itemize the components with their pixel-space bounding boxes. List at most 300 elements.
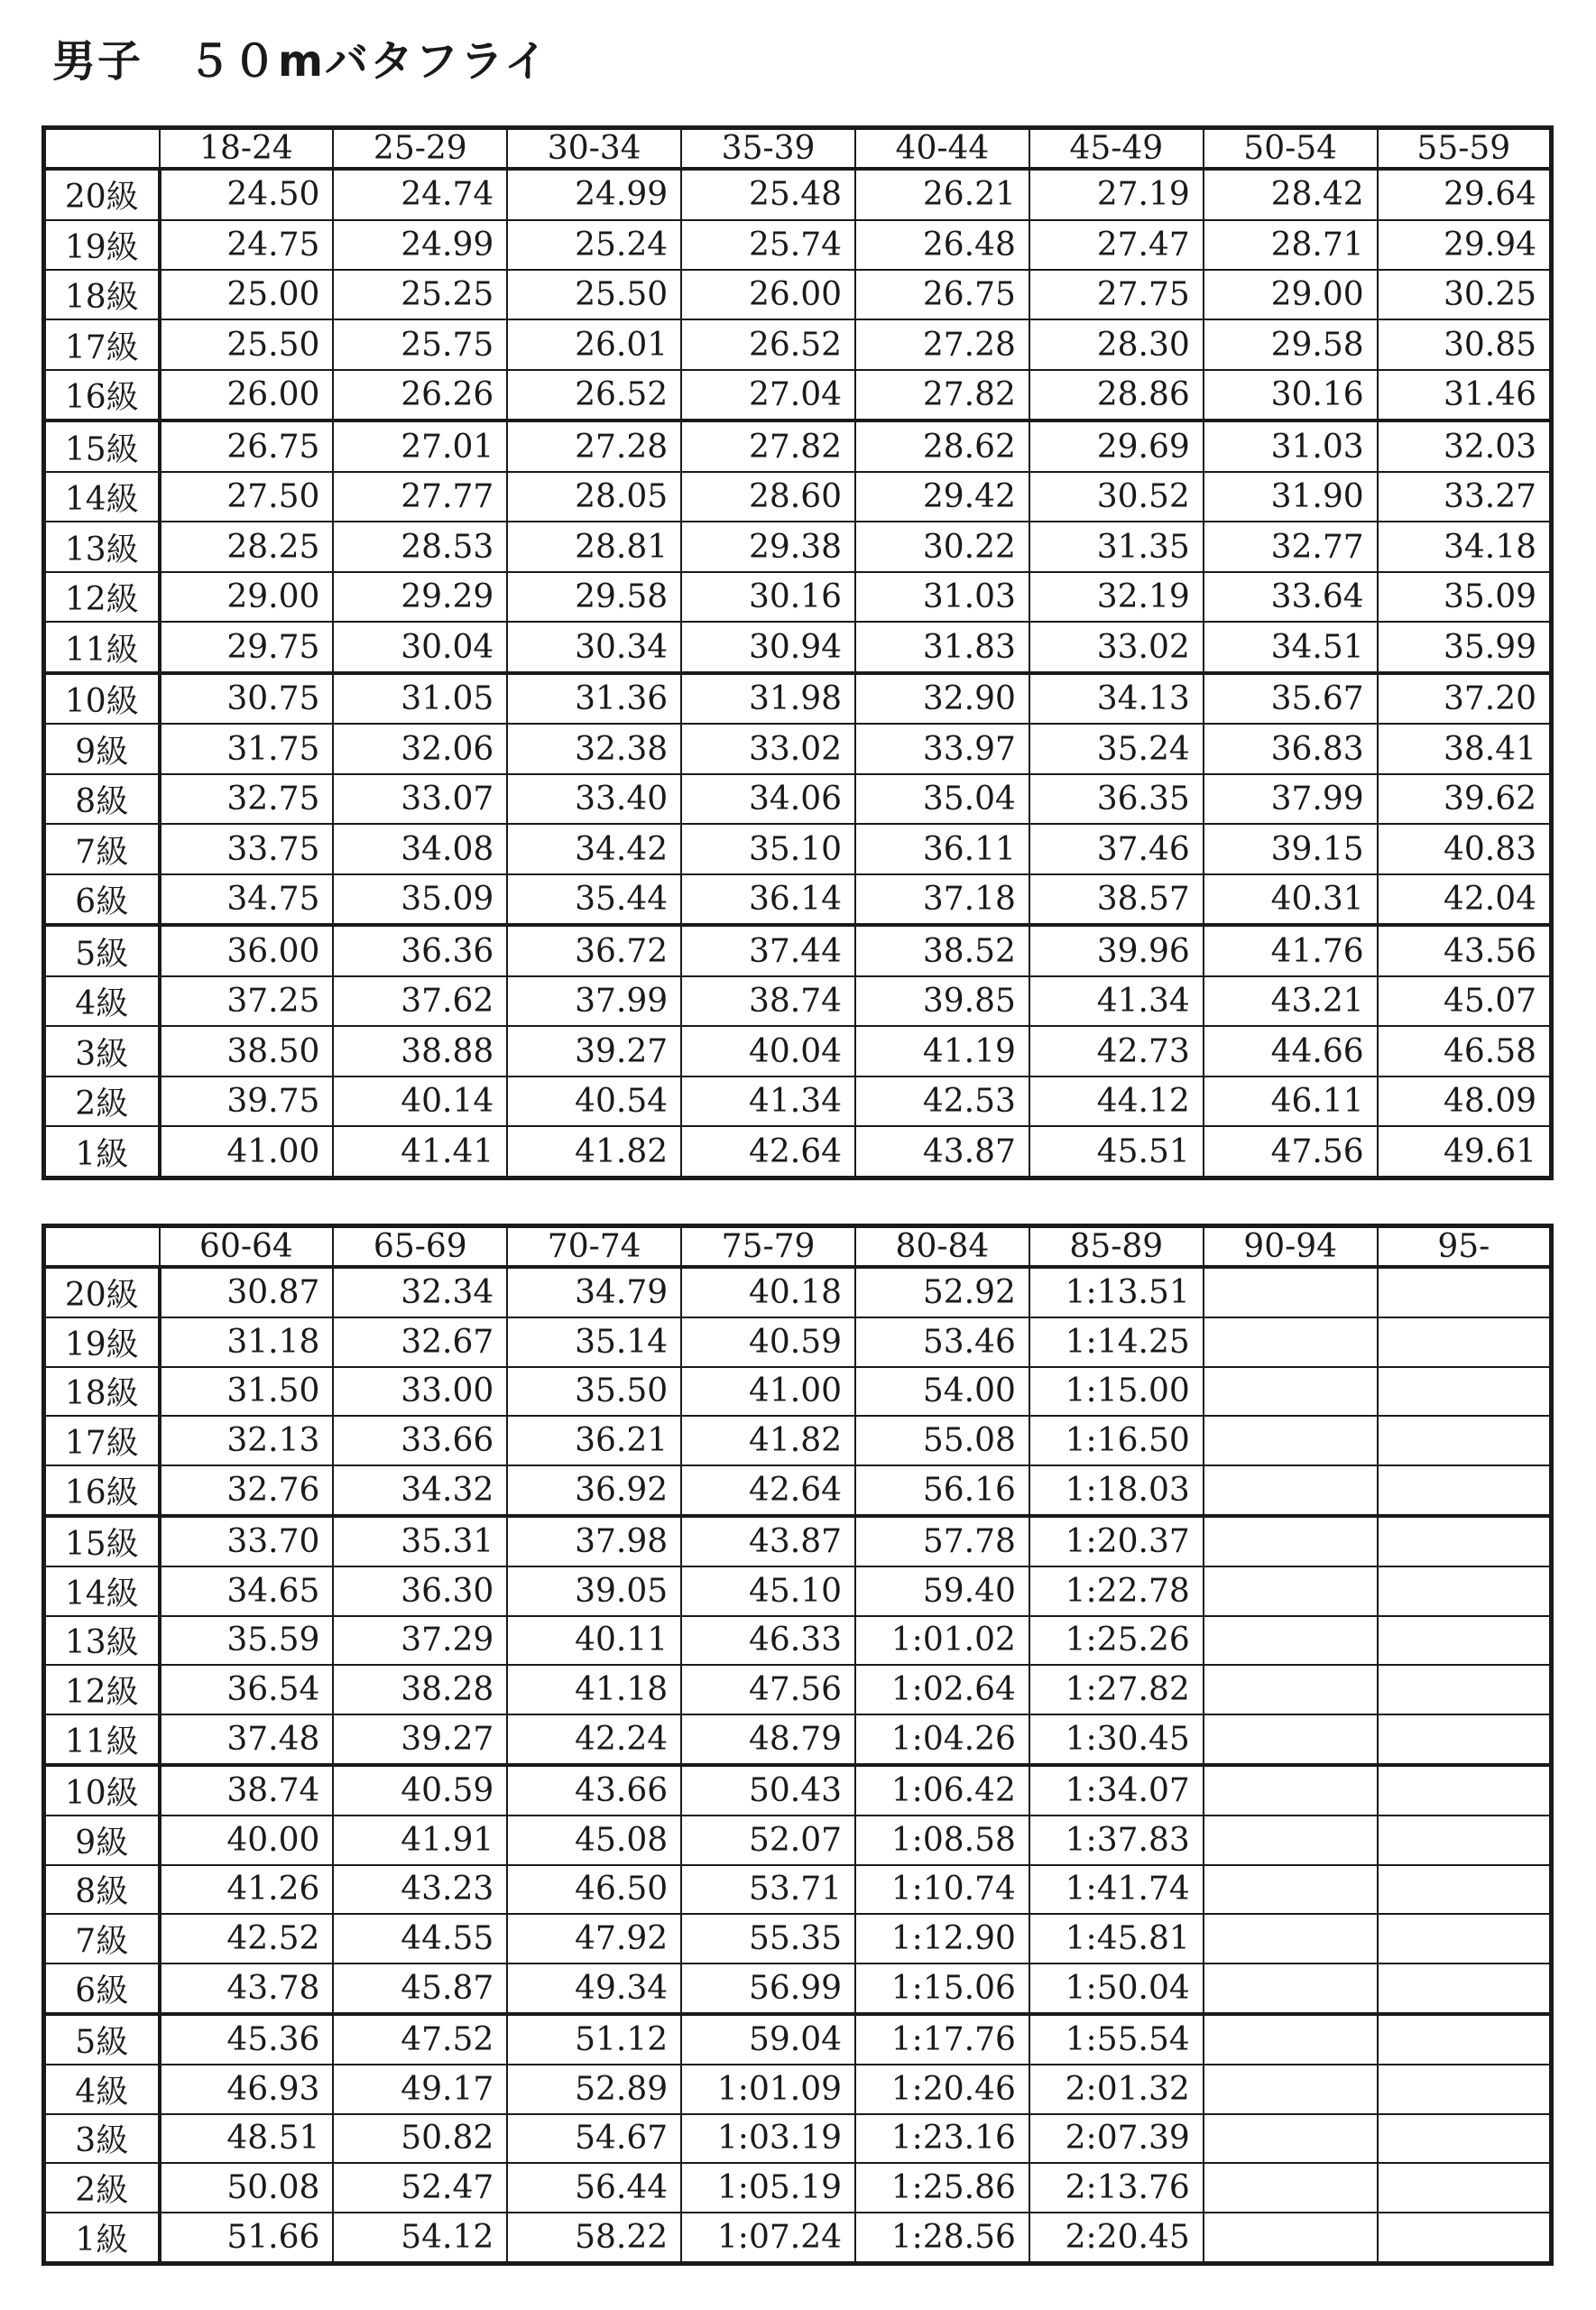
time-cell [1204,2213,1378,2263]
grade-label: 3級 [44,2114,160,2164]
time-cell: 1:18.03 [1029,1465,1204,1516]
time-cell: 40.14 [333,1076,507,1126]
grade-label: 4級 [44,2065,160,2114]
time-cell: 31.18 [160,1317,334,1367]
grade-row [44,1267,1552,1317]
time-cell [1378,2163,1552,2213]
time-cell: 33.40 [507,774,681,824]
time-cell: 33.00 [333,1367,507,1417]
grade-row [44,472,1552,522]
time-cell [1204,2014,1378,2065]
time-cell: 43.78 [160,1964,334,2014]
time-cell: 1:37.83 [1029,1816,1204,1865]
time-cell: 29.69 [1029,420,1204,472]
grade-row [44,1026,1552,1076]
grade-label: 14級 [44,1566,160,1616]
grade-row [44,874,1552,926]
grade-row [44,673,1552,725]
time-cell: 1:25.86 [855,2163,1029,2213]
time-cell: 32.76 [160,1465,334,1516]
grade-row [44,169,1552,220]
grade-row [44,2065,1552,2114]
time-cell: 50.82 [333,2114,507,2164]
time-cell: 38.57 [1029,874,1204,926]
time-cell: 26.75 [160,420,334,472]
time-cell: 28.30 [1029,319,1204,369]
time-cell: 36.92 [507,1465,681,1516]
grade-row [44,2213,1552,2263]
time-cell [1204,1765,1378,1816]
time-cell [1204,2114,1378,2164]
time-cell [1204,1317,1378,1367]
time-cell: 34.79 [507,1267,681,1317]
time-cell: 24.74 [333,169,507,220]
time-cell: 25.00 [160,270,334,319]
time-cell: 37.99 [507,976,681,1026]
time-cell: 24.99 [507,169,681,220]
time-cell: 56.99 [681,1964,855,2014]
time-cell: 31.98 [681,673,855,725]
time-cell: 52.47 [333,2163,507,2213]
grade-row [44,1865,1552,1915]
time-cell [1204,2163,1378,2213]
time-cell [1204,2065,1378,2114]
time-cell [1204,1816,1378,1865]
grade-row [44,1765,1552,1816]
time-cell: 30.16 [681,572,855,622]
time-cell: 46.11 [1204,1076,1378,1126]
time-cell: 43.21 [1204,976,1378,1026]
time-cell [1378,2065,1552,2114]
time-cell: 41.00 [160,1126,334,1178]
time-cell: 37.98 [507,1516,681,1566]
time-cell: 36.72 [507,925,681,976]
time-cell: 32.06 [333,724,507,773]
time-cell: 45.07 [1378,976,1552,1026]
time-cell [1378,1516,1552,1566]
time-cell: 26.21 [855,169,1029,220]
time-cell: 42.73 [1029,1026,1204,1076]
time-cell [1204,1714,1378,1765]
grade-row [44,622,1552,673]
time-cell: 1:41.74 [1029,1865,1204,1915]
grade-label: 8級 [44,1865,160,1915]
time-cell: 34.08 [333,824,507,873]
time-cell [1204,1465,1378,1516]
time-cell: 32.34 [333,1267,507,1317]
time-cell: 44.66 [1204,1026,1378,1076]
time-cell: 1:34.07 [1029,1765,1204,1816]
grade-row [44,1616,1552,1666]
time-cell: 41.34 [1029,976,1204,1026]
time-cell: 46.50 [507,1865,681,1915]
grade-row [44,270,1552,319]
time-cell [1204,1964,1378,2014]
time-cell: 52.92 [855,1267,1029,1317]
age-group-header: 45-49 [1029,128,1204,170]
grade-label: 18級 [44,270,160,319]
time-cell: 24.99 [333,220,507,270]
time-cell: 1:08.58 [855,1816,1029,1865]
time-cell: 36.54 [160,1665,334,1714]
header-row [44,1226,1552,1268]
time-cell: 29.58 [507,572,681,622]
time-cell [1378,1367,1552,1417]
grade-label: 17級 [44,319,160,369]
grade-row [44,2114,1552,2164]
time-cell: 35.10 [681,824,855,873]
grade-row [44,1367,1552,1417]
time-cell [1378,1566,1552,1616]
time-cell: 31.05 [333,673,507,725]
time-cell: 43.87 [855,1126,1029,1178]
time-cell: 50.43 [681,1765,855,1816]
time-cell: 27.75 [1029,270,1204,319]
time-cell: 30.94 [681,622,855,673]
time-cell [1378,1914,1552,1964]
time-cell: 37.99 [1204,774,1378,824]
time-cell: 56.44 [507,2163,681,2213]
grade-label: 17級 [44,1416,160,1465]
time-cell: 41.19 [855,1026,1029,1076]
age-group-header: 75-79 [681,1226,855,1268]
time-cell: 38.88 [333,1026,507,1076]
time-cell: 45.36 [160,2014,334,2065]
grade-row [44,724,1552,773]
age-group-header: 70-74 [507,1226,681,1268]
time-cell: 1:22.78 [1029,1566,1204,1616]
time-cell: 59.40 [855,1566,1029,1616]
time-cell: 35.04 [855,774,1029,824]
time-cell: 40.18 [681,1267,855,1317]
time-cell: 54.00 [855,1367,1029,1417]
age-group-header: 65-69 [333,1226,507,1268]
time-cell: 34.42 [507,824,681,873]
grade-row [44,572,1552,622]
time-cell: 30.34 [507,622,681,673]
time-cell: 46.58 [1378,1026,1552,1076]
grade-label: 20級 [44,1267,160,1317]
time-cell: 34.06 [681,774,855,824]
time-cell: 36.00 [160,925,334,976]
time-cell: 30.16 [1204,370,1378,421]
time-cell [1378,1665,1552,1714]
time-cell: 1:28.56 [855,2213,1029,2263]
age-group-header: 60-64 [160,1226,334,1268]
grade-row [44,1816,1552,1865]
grade-label: 18級 [44,1367,160,1417]
time-cell: 29.00 [160,572,334,622]
time-cell: 43.87 [681,1516,855,1566]
time-cell: 1:14.25 [1029,1317,1204,1367]
grade-row [44,774,1552,824]
time-cell: 25.25 [333,270,507,319]
time-cell: 25.50 [160,319,334,369]
time-cell [1378,1267,1552,1317]
grade-row [44,522,1552,571]
grade-label: 13級 [44,522,160,571]
time-cell: 41.00 [681,1367,855,1417]
time-cell: 35.59 [160,1616,334,1666]
time-cell: 29.64 [1378,169,1552,220]
time-cell: 44.12 [1029,1076,1204,1126]
time-cell: 39.27 [333,1714,507,1765]
time-cell: 40.00 [160,1816,334,1865]
grade-label: 2級 [44,1076,160,1126]
grade-label: 5級 [44,925,160,976]
time-cell: 49.61 [1378,1126,1552,1178]
time-cell: 26.26 [333,370,507,421]
time-cell: 28.60 [681,472,855,522]
time-cell: 28.42 [1204,169,1378,220]
time-cell: 30.04 [333,622,507,673]
time-cell: 39.62 [1378,774,1552,824]
grade-label: 11級 [44,1714,160,1765]
grade-row [44,1914,1552,1964]
time-cell: 41.41 [333,1126,507,1178]
time-cell: 35.14 [507,1317,681,1367]
time-cell: 29.58 [1204,319,1378,369]
age-group-header: 80-84 [855,1226,1029,1268]
time-cell: 47.56 [681,1665,855,1714]
time-cell: 1:04.26 [855,1714,1029,1765]
time-cell: 46.33 [681,1616,855,1666]
time-cell: 1:01.09 [681,2065,855,2114]
time-cell: 27.47 [1029,220,1204,270]
grade-row [44,1465,1552,1516]
time-cell: 27.19 [1029,169,1204,220]
time-cell: 25.50 [507,270,681,319]
time-cell: 30.87 [160,1267,334,1317]
age-group-header: 95- [1378,1226,1552,1268]
time-cell: 50.08 [160,2163,334,2213]
time-cell: 29.00 [1204,270,1378,319]
time-cell: 48.79 [681,1714,855,1765]
time-cell: 1:50.04 [1029,1964,1204,2014]
grade-row [44,2163,1552,2213]
grade-row [44,1566,1552,1616]
time-cell: 49.34 [507,1964,681,2014]
grade-label: 11級 [44,622,160,673]
time-cell: 35.09 [333,874,507,926]
time-cell: 40.54 [507,1076,681,1126]
time-cell: 37.25 [160,976,334,1026]
time-cell: 36.14 [681,874,855,926]
time-cell: 30.25 [1378,270,1552,319]
time-cell: 25.75 [333,319,507,369]
time-cell: 25.24 [507,220,681,270]
time-cell: 39.75 [160,1076,334,1126]
time-cell: 27.82 [855,370,1029,421]
corner-cell [44,1226,160,1268]
time-cell: 48.09 [1378,1076,1552,1126]
time-cell [1204,1516,1378,1566]
time-cell [1204,1367,1378,1417]
grade-row [44,1516,1552,1566]
time-cell: 1:05.19 [681,2163,855,2213]
time-cell: 56.16 [855,1465,1029,1516]
time-cell: 32.77 [1204,522,1378,571]
time-cell: 51.12 [507,2014,681,2065]
time-cell: 34.65 [160,1566,334,1616]
grade-label: 1級 [44,1126,160,1178]
time-cell: 32.75 [160,774,334,824]
grade-row [44,1416,1552,1465]
time-cell: 55.35 [681,1914,855,1964]
time-cell: 1:25.26 [1029,1616,1204,1666]
time-cell: 29.42 [855,472,1029,522]
time-cell: 42.52 [160,1914,334,1964]
time-cell: 27.28 [507,420,681,472]
time-cell: 47.52 [333,2014,507,2065]
time-cell: 53.46 [855,1317,1029,1367]
time-cell: 51.66 [160,2213,334,2263]
grade-label: 3級 [44,1026,160,1076]
time-cell: 31.03 [1204,420,1378,472]
time-cell: 34.13 [1029,673,1204,725]
age-group-header: 30-34 [507,128,681,170]
grade-label: 15級 [44,420,160,472]
time-cell: 47.56 [1204,1126,1378,1178]
time-cell: 41.18 [507,1665,681,1714]
time-cell [1204,1416,1378,1465]
age-group-header: 90-94 [1204,1226,1378,1268]
time-cell: 35.50 [507,1367,681,1417]
time-cell: 38.50 [160,1026,334,1076]
time-cell: 35.67 [1204,673,1378,725]
time-cell: 43.56 [1378,925,1552,976]
grade-label: 16級 [44,1465,160,1516]
time-cell: 27.50 [160,472,334,522]
grade-row [44,1714,1552,1765]
time-cell: 32.90 [855,673,1029,725]
grade-label: 15級 [44,1516,160,1566]
grade-label: 14級 [44,472,160,522]
grade-label: 6級 [44,1964,160,2014]
time-cell: 1:45.81 [1029,1914,1204,1964]
time-cell: 27.82 [681,420,855,472]
time-cell: 54.67 [507,2114,681,2164]
time-cell: 34.32 [333,1465,507,1516]
time-cell: 1:20.46 [855,2065,1029,2114]
time-cell: 26.01 [507,319,681,369]
grade-label: 10級 [44,673,160,725]
time-cell: 37.62 [333,976,507,1026]
time-cell: 33.66 [333,1416,507,1465]
time-cell: 27.01 [333,420,507,472]
time-cell: 37.18 [855,874,1029,926]
time-cell: 36.35 [1029,774,1204,824]
grade-row [44,824,1552,873]
time-cell: 33.70 [160,1516,334,1566]
grade-label: 20級 [44,169,160,220]
time-cell: 1:23.16 [855,2114,1029,2164]
time-cell: 33.02 [681,724,855,773]
time-cell: 45.51 [1029,1126,1204,1178]
age-group-header: 25-29 [333,128,507,170]
time-cell: 31.46 [1378,370,1552,421]
time-cell: 1:10.74 [855,1865,1029,1915]
time-cell: 30.85 [1378,319,1552,369]
time-cell: 39.85 [855,976,1029,1026]
time-cell: 24.50 [160,169,334,220]
time-cell: 42.53 [855,1076,1029,1126]
time-cell: 52.07 [681,1816,855,1865]
corner-cell [44,128,160,170]
time-cell: 40.04 [681,1026,855,1076]
grade-label: 16級 [44,370,160,421]
time-cell: 42.64 [681,1465,855,1516]
time-cell: 1:06.42 [855,1765,1029,1816]
time-cell: 31.35 [1029,522,1204,571]
time-cell: 40.11 [507,1616,681,1666]
grade-label: 4級 [44,976,160,1026]
time-cell: 24.75 [160,220,334,270]
time-cell: 1:15.00 [1029,1367,1204,1417]
time-cell: 27.77 [333,472,507,522]
time-cell: 27.28 [855,319,1029,369]
time-cell: 37.44 [681,925,855,976]
time-cell: 32.19 [1029,572,1204,622]
time-cell: 28.71 [1204,220,1378,270]
time-cell [1378,1465,1552,1516]
time-cell [1378,1865,1552,1915]
grade-label: 12級 [44,572,160,622]
time-cell: 40.59 [681,1317,855,1367]
time-cell: 31.75 [160,724,334,773]
time-cell: 38.74 [681,976,855,1026]
time-cell: 35.44 [507,874,681,926]
grade-label: 6級 [44,874,160,926]
time-cell: 1:03.19 [681,2114,855,2164]
age-group-header: 40-44 [855,128,1029,170]
time-cell: 34.18 [1378,522,1552,571]
time-cell: 41.82 [507,1126,681,1178]
time-cell: 2:20.45 [1029,2213,1204,2263]
time-cell: 40.59 [333,1765,507,1816]
grade-table-age-18-59 [42,125,1554,1180]
time-cell: 31.90 [1204,472,1378,522]
time-cell: 1:12.90 [855,1914,1029,1964]
time-cell [1378,1964,1552,2014]
time-cell [1204,1616,1378,1666]
time-cell: 41.34 [681,1076,855,1126]
grade-row [44,370,1552,421]
time-cell: 35.09 [1378,572,1552,622]
grade-row [44,1964,1552,2014]
time-cell: 29.29 [333,572,507,622]
time-cell: 41.91 [333,1816,507,1865]
time-cell: 53.71 [681,1865,855,1915]
time-cell: 45.10 [681,1566,855,1616]
time-cell: 44.55 [333,1914,507,1964]
time-cell: 43.66 [507,1765,681,1816]
grade-row [44,1076,1552,1126]
time-cell: 1:30.45 [1029,1714,1204,1765]
time-cell: 36.21 [507,1416,681,1465]
time-cell: 26.00 [681,270,855,319]
time-cell: 37.48 [160,1714,334,1765]
time-cell [1204,1267,1378,1317]
time-cell: 42.04 [1378,874,1552,926]
time-cell: 33.02 [1029,622,1204,673]
time-cell: 1:01.02 [855,1616,1029,1666]
time-cell: 31.36 [507,673,681,725]
time-cell: 59.04 [681,2014,855,2065]
time-cell: 26.52 [507,370,681,421]
grade-row [44,1126,1552,1178]
time-cell: 32.13 [160,1416,334,1465]
